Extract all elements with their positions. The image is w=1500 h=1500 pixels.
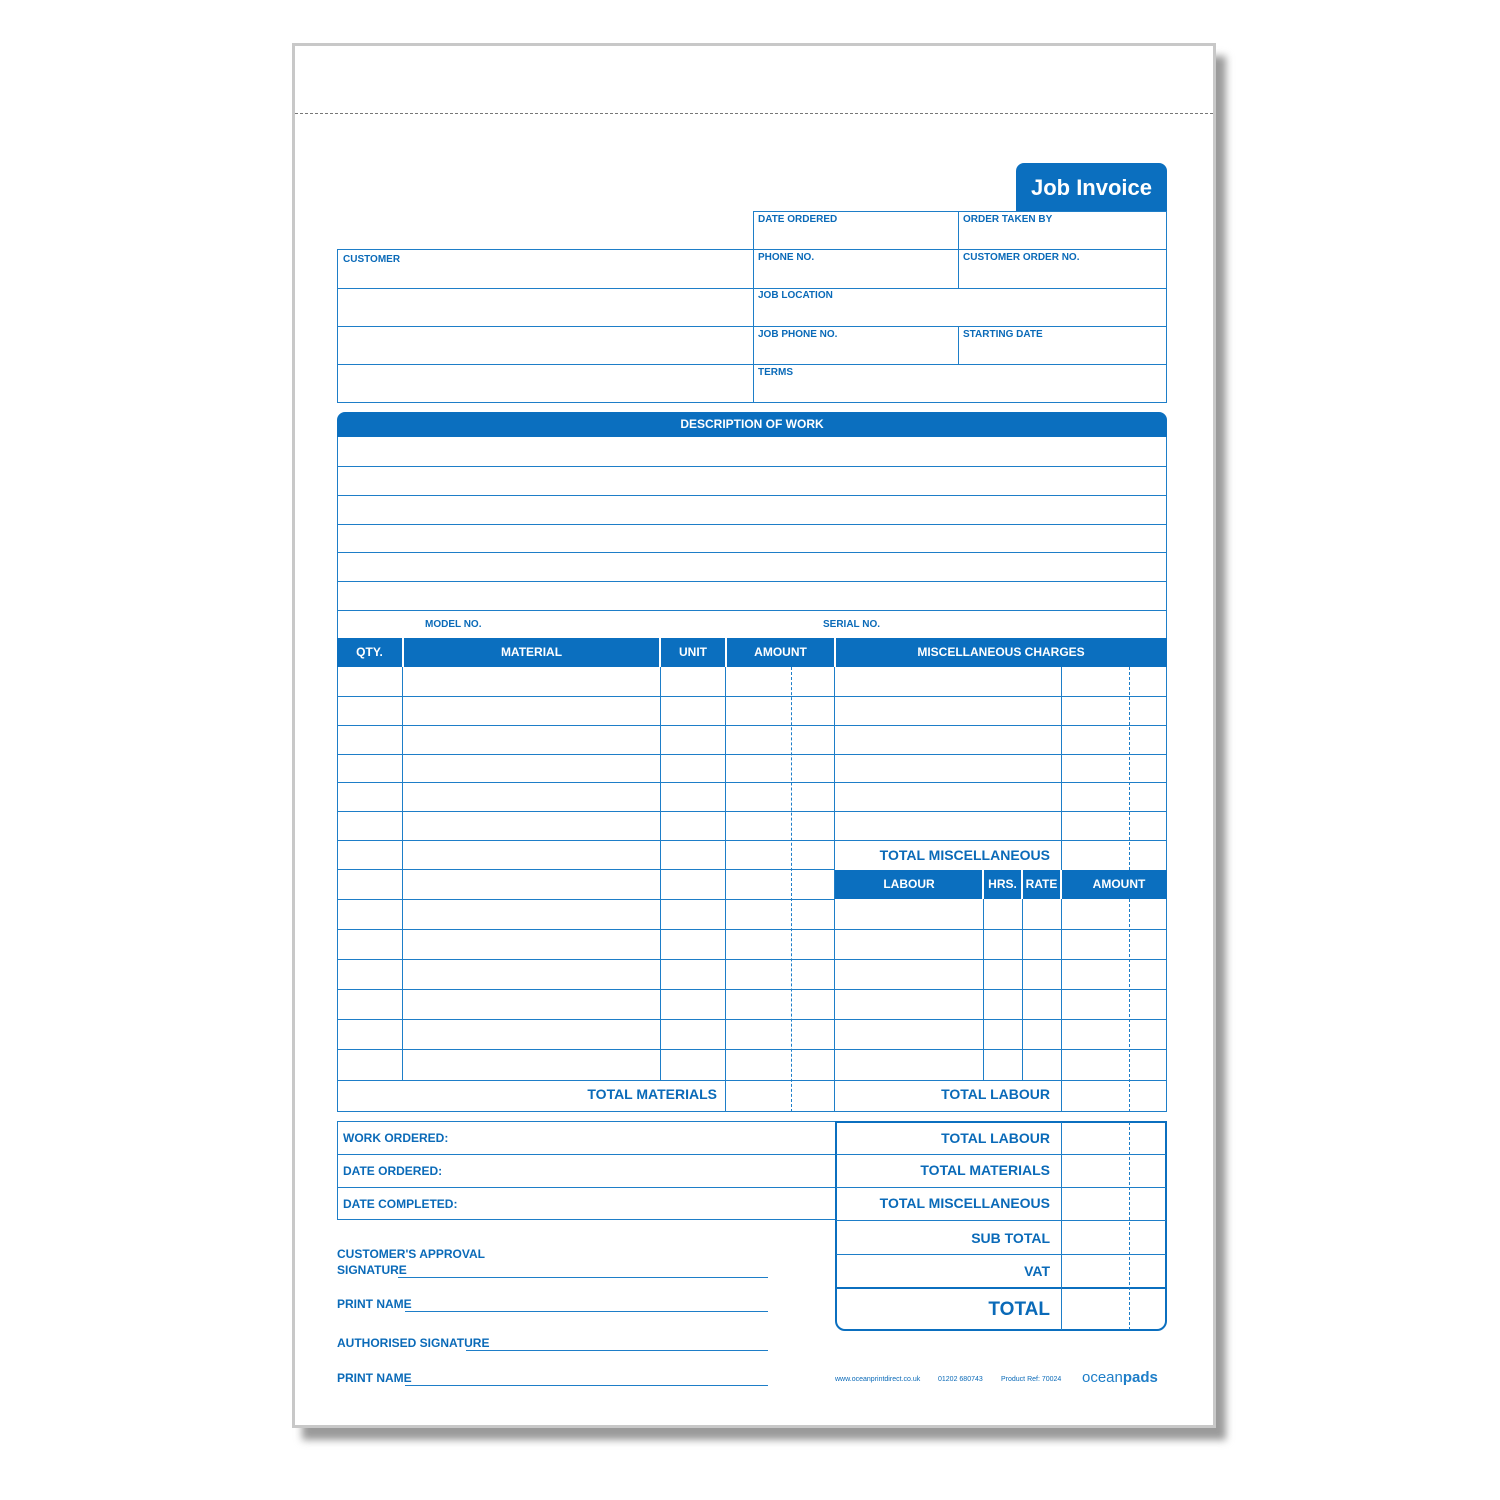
summary-rule xyxy=(836,1154,1166,1155)
work-box-rule xyxy=(337,1187,836,1188)
materials-row-line xyxy=(337,840,726,841)
unit-column-header: UNIT xyxy=(679,645,707,659)
labour-row-line xyxy=(835,959,1167,960)
description-rule xyxy=(337,552,1167,553)
date-completed-label: DATE COMPLETED: xyxy=(343,1197,458,1211)
materials-row-line xyxy=(337,696,726,697)
materials-amount-row-line xyxy=(725,1019,835,1020)
order-taken-by-label: ORDER TAKEN BY xyxy=(963,214,1053,225)
labour-column-header: LABOUR xyxy=(883,877,935,891)
starting-date-label: STARTING DATE xyxy=(963,329,1043,340)
customer-order-no-label: CUSTOMER ORDER NO. xyxy=(963,252,1080,263)
materials-row-line xyxy=(337,929,726,930)
summary-col-line xyxy=(1061,1122,1062,1330)
header-line xyxy=(337,402,1167,403)
materials-amount-row-line xyxy=(725,869,835,870)
misc-row-line xyxy=(835,782,1167,783)
header-line xyxy=(753,211,754,403)
print-name-line-1[interactable] xyxy=(405,1311,768,1312)
summary-rule-bold xyxy=(836,1287,1166,1289)
invoice-title: Job Invoice xyxy=(1030,175,1153,200)
header-line xyxy=(337,249,1167,250)
print-name-label-2: PRINT NAME xyxy=(337,1371,412,1385)
total-miscellaneous-label: TOTAL MISCELLANEOUS xyxy=(879,847,1050,863)
header-line xyxy=(958,211,959,288)
materials-amount-row-line xyxy=(725,696,835,697)
date-ordered-label: DATE ORDERED xyxy=(758,214,838,225)
materials-amount-row-line xyxy=(725,959,835,960)
materials-row-line xyxy=(337,811,726,812)
materials-col-line xyxy=(402,667,403,1080)
summary-cents-line xyxy=(1129,1122,1130,1330)
footer-product-ref: Product Ref: 70024 xyxy=(1001,1376,1062,1383)
material-column-header: MATERIAL xyxy=(500,645,563,659)
job-phone-no-label: JOB PHONE NO. xyxy=(758,329,838,340)
qty-column-header: QTY. xyxy=(356,645,383,659)
total-materials-label: TOTAL MATERIALS xyxy=(587,1086,717,1102)
labour-bottom-line xyxy=(835,1080,1167,1081)
header-line xyxy=(337,249,338,403)
materials-amount-row-line xyxy=(725,989,835,990)
summary-sub-total: SUB TOTAL xyxy=(971,1230,1050,1246)
labour-col-line xyxy=(1022,899,1023,1080)
misc-row-line xyxy=(835,840,1167,841)
labour-row-line xyxy=(835,929,1167,930)
authorised-signature-label: AUTHORISED SIGNATURE xyxy=(337,1336,490,1350)
header-line xyxy=(958,326,959,364)
work-ordered-label: WORK ORDERED: xyxy=(343,1131,449,1145)
description-rule xyxy=(337,466,1167,467)
rate-column-header: RATE xyxy=(1025,877,1058,891)
work-date-ordered-label: DATE ORDERED: xyxy=(343,1164,443,1178)
header-line xyxy=(1166,211,1167,403)
materials-row-line xyxy=(337,782,726,783)
misc-row-line xyxy=(835,696,1167,697)
summary-total: TOTAL xyxy=(988,1299,1050,1320)
summary-total-materials: TOTAL MATERIALS xyxy=(920,1162,1050,1178)
description-rule xyxy=(337,495,1167,496)
terms-label: TERMS xyxy=(758,367,793,378)
hrs-column-header: HRS. xyxy=(988,877,1017,891)
phone-no-label: PHONE NO. xyxy=(758,252,815,263)
materials-amount-row-line xyxy=(725,754,835,755)
serial-no-label: SERIAL NO. xyxy=(823,619,881,630)
customers-approval-label: CUSTOMER'S APPROVAL xyxy=(337,1247,485,1261)
description-border xyxy=(337,437,338,638)
description-rule xyxy=(337,524,1167,525)
total-labour-label: TOTAL LABOUR xyxy=(941,1086,1050,1102)
summary-total-labour: TOTAL LABOUR xyxy=(941,1130,1050,1146)
materials-row-line xyxy=(337,754,726,755)
materials-row-line xyxy=(337,959,726,960)
work-box-rule xyxy=(337,1154,836,1155)
materials-amount-row-line xyxy=(725,899,835,900)
header-line xyxy=(753,211,1167,212)
materials-cents-line xyxy=(791,667,792,1112)
summary-rule xyxy=(836,1254,1166,1255)
materials-row-line xyxy=(337,1049,726,1050)
materials-row-line xyxy=(337,899,726,900)
description-heading: DESCRIPTION OF WORK xyxy=(680,417,824,431)
materials-amount-row-line xyxy=(725,811,835,812)
misc-col-line xyxy=(1061,667,1062,870)
materials-row-line xyxy=(337,989,726,990)
materials-bottom-line xyxy=(337,1080,835,1081)
materials-amount-row-line xyxy=(725,840,835,841)
print-name-line-2[interactable] xyxy=(405,1385,768,1386)
oceanpads-logo xyxy=(1082,1369,1158,1386)
misc-row-line xyxy=(835,754,1167,755)
perforation-line xyxy=(295,113,1213,114)
footer-website: www.oceanprintdirect.co.uk xyxy=(835,1376,921,1383)
amount-column-header: AMOUNT xyxy=(754,645,807,659)
misc-row-line xyxy=(835,725,1167,726)
authorised-signature-line[interactable] xyxy=(466,1350,768,1351)
signature-line[interactable] xyxy=(398,1277,768,1278)
materials-amount-row-line xyxy=(725,725,835,726)
summary-rule xyxy=(836,1220,1166,1221)
materials-amount-row-line xyxy=(725,1049,835,1050)
materials-row-line xyxy=(337,869,726,870)
model-no-label: MODEL NO. xyxy=(425,619,482,630)
materials-bottom-line xyxy=(337,1111,1167,1112)
footer-phone: 01202 680743 xyxy=(938,1376,983,1383)
summary-vat: VAT xyxy=(1024,1263,1050,1279)
materials-row-line xyxy=(337,725,726,726)
labour-row-line xyxy=(835,1049,1167,1050)
header-line xyxy=(337,288,1167,289)
summary-total-miscellaneous: TOTAL MISCELLANEOUS xyxy=(879,1195,1050,1211)
misc-charges-header: MISCELLANEOUS CHARGES xyxy=(917,645,1085,659)
signature-label: SIGNATURE xyxy=(337,1263,407,1277)
summary-rule xyxy=(836,1187,1166,1188)
materials-col-line xyxy=(725,667,726,1112)
header-line xyxy=(337,364,1167,365)
materials-amount-row-line xyxy=(725,782,835,783)
misc-row-line xyxy=(835,811,1167,812)
materials-amount-row-line xyxy=(725,929,835,930)
labour-row-line xyxy=(835,989,1167,990)
job-location-label: JOB LOCATION xyxy=(758,290,833,301)
materials-border xyxy=(337,667,338,1112)
labour-row-line xyxy=(835,1019,1167,1020)
header-line xyxy=(337,326,1167,327)
description-border xyxy=(1166,437,1167,638)
logo-ocean-text: ocean xyxy=(1082,1369,1123,1386)
labour-amount-column-header: AMOUNT xyxy=(1092,877,1146,891)
description-rule xyxy=(337,581,1167,582)
labour-col-line xyxy=(983,899,984,1080)
print-name-label-1: PRINT NAME xyxy=(337,1297,412,1311)
logo-pads-text: pads xyxy=(1122,1369,1158,1386)
customer-label: CUSTOMER xyxy=(343,254,401,265)
materials-col-line xyxy=(660,667,661,1080)
misc-cents-line xyxy=(1129,667,1130,870)
materials-row-line xyxy=(337,1019,726,1020)
description-rule xyxy=(337,610,1167,611)
